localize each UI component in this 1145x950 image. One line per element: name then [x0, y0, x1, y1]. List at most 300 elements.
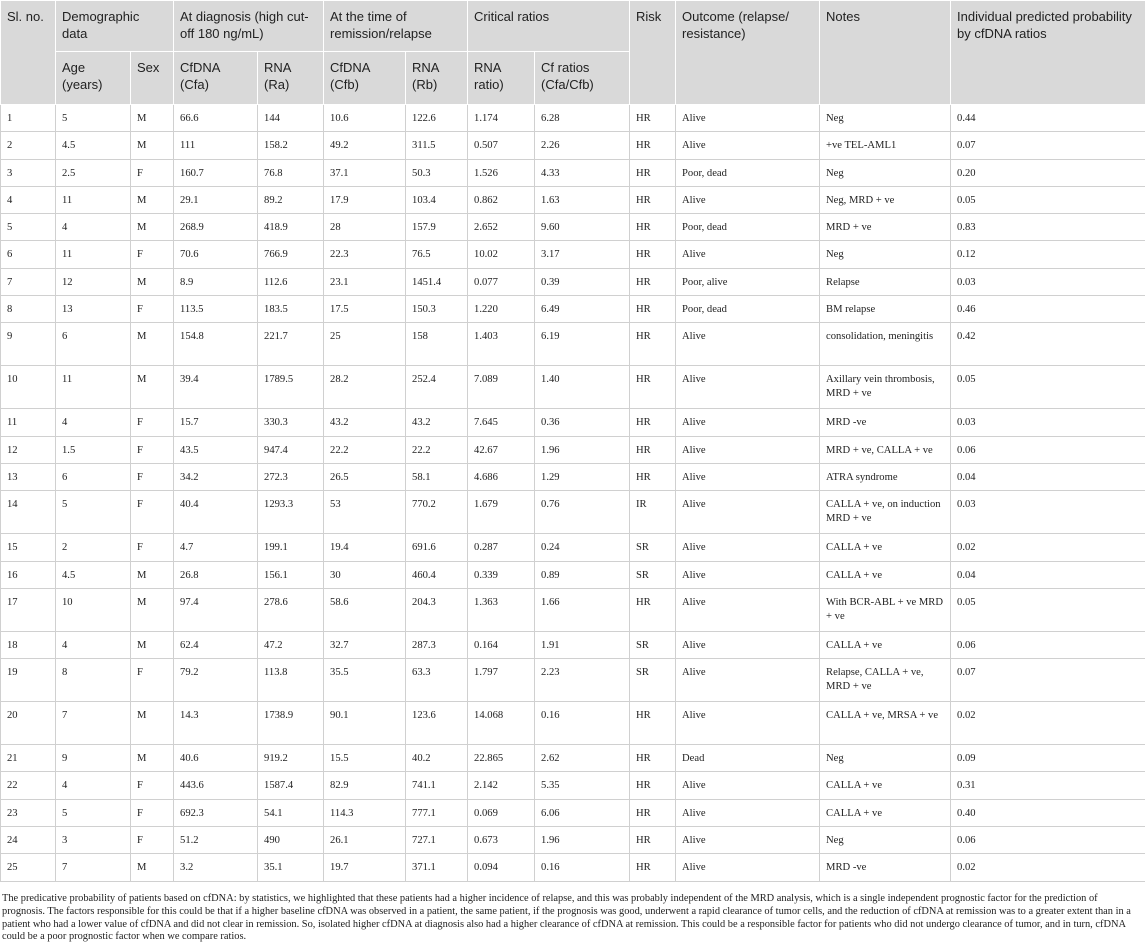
cell-cf-ratio: 1.40: [535, 366, 630, 409]
cell-rna-rb: 43.2: [406, 409, 468, 436]
cell-cf-ratio: 2.26: [535, 132, 630, 159]
header-risk: Risk: [630, 1, 676, 105]
header-rna-ra: RNA (Ra): [258, 52, 324, 105]
cell-notes: CALLA + ve, MRSA + ve: [820, 702, 951, 745]
cell-rna-ra: 199.1: [258, 534, 324, 561]
header-probability: Individual predicted probability by cfDNA ratios: [951, 1, 1145, 105]
cell-rna-rb: 691.6: [406, 534, 468, 561]
cell-cf-ratio: 1.29: [535, 463, 630, 490]
cell-rna-rb: 150.3: [406, 296, 468, 323]
cell-rna-rb: 777.1: [406, 799, 468, 826]
header-critical-ratios: Critical ratios: [468, 1, 630, 52]
cell-risk: SR: [630, 631, 676, 658]
cell-rna-rb: 741.1: [406, 772, 468, 799]
cell-age: 11: [56, 366, 131, 409]
cell-rna-ra: 919.2: [258, 745, 324, 772]
table-row: [1, 702, 1145, 745]
cell-sl-no: 14: [1, 491, 56, 534]
header-cf-ratios: Cf ratios (Cfa/Cfb): [535, 52, 630, 105]
table-row: [1, 854, 1145, 881]
cell-cfdna-cfa: 62.4: [174, 631, 258, 658]
cell-probability: 0.83: [951, 214, 1145, 241]
cell-sex: M: [131, 631, 174, 658]
cell-sex: M: [131, 854, 174, 881]
cell-cf-ratio: 6.28: [535, 105, 630, 132]
cell-risk: HR: [630, 702, 676, 745]
cell-cfdna-cfa: 154.8: [174, 323, 258, 366]
table-row: [1, 534, 1145, 561]
cell-sex: M: [131, 132, 174, 159]
cell-sl-no: 6: [1, 241, 56, 268]
table-row: [1, 241, 1145, 268]
cell-rna-rb: 122.6: [406, 105, 468, 132]
cell-outcome: Dead: [676, 745, 820, 772]
cell-age: 6: [56, 323, 131, 366]
cell-outcome: Alive: [676, 105, 820, 132]
cell-sex: F: [131, 827, 174, 854]
cell-notes: CALLA + ve: [820, 534, 951, 561]
cell-rna-ratio: 42.67: [468, 436, 535, 463]
cell-cfdna-cfa: 4.7: [174, 534, 258, 561]
cell-sex: F: [131, 241, 174, 268]
cell-rna-ratio: 1.403: [468, 323, 535, 366]
cell-rna-rb: 287.3: [406, 631, 468, 658]
cell-rna-ra: 1738.9: [258, 702, 324, 745]
cell-cfdna-cfb: 35.5: [324, 659, 406, 702]
cell-rna-rb: 76.5: [406, 241, 468, 268]
cell-outcome: Alive: [676, 588, 820, 631]
cell-rna-ratio: 0.339: [468, 561, 535, 588]
cell-sl-no: 16: [1, 561, 56, 588]
cell-age: 7: [56, 702, 131, 745]
cell-sl-no: 12: [1, 436, 56, 463]
cell-cfdna-cfa: 26.8: [174, 561, 258, 588]
cell-notes: Neg: [820, 105, 951, 132]
table-row: [1, 491, 1145, 534]
cell-cfdna-cfb: 23.1: [324, 268, 406, 295]
cell-outcome: Alive: [676, 491, 820, 534]
cell-cfdna-cfa: 14.3: [174, 702, 258, 745]
cell-probability: 0.05: [951, 366, 1145, 409]
cell-cf-ratio: 5.35: [535, 772, 630, 799]
cell-probability: 0.07: [951, 132, 1145, 159]
cell-risk: SR: [630, 534, 676, 561]
cell-rna-ratio: 1.526: [468, 159, 535, 186]
cell-risk: HR: [630, 772, 676, 799]
cell-outcome: Alive: [676, 186, 820, 213]
cell-cfdna-cfa: 66.6: [174, 105, 258, 132]
cell-cf-ratio: 3.17: [535, 241, 630, 268]
cell-sex: F: [131, 436, 174, 463]
cell-rna-ratio: 0.507: [468, 132, 535, 159]
cell-cf-ratio: 0.36: [535, 409, 630, 436]
table-row: [1, 268, 1145, 295]
table-row: [1, 323, 1145, 366]
cell-rna-ratio: 0.069: [468, 799, 535, 826]
cell-cfdna-cfa: 40.4: [174, 491, 258, 534]
cell-age: 2.5: [56, 159, 131, 186]
cell-risk: HR: [630, 436, 676, 463]
cell-outcome: Alive: [676, 409, 820, 436]
cell-age: 5: [56, 105, 131, 132]
cell-cfdna-cfb: 37.1: [324, 159, 406, 186]
cell-sl-no: 17: [1, 588, 56, 631]
header-rna-rb: RNA (Rb): [406, 52, 468, 105]
cell-probability: 0.05: [951, 186, 1145, 213]
table-row: [1, 745, 1145, 772]
cell-cfdna-cfa: 3.2: [174, 854, 258, 881]
cell-risk: HR: [630, 241, 676, 268]
cell-cfdna-cfb: 25: [324, 323, 406, 366]
cell-sl-no: 9: [1, 323, 56, 366]
cell-sex: M: [131, 268, 174, 295]
cell-cfdna-cfa: 692.3: [174, 799, 258, 826]
cell-age: 4: [56, 409, 131, 436]
cell-age: 13: [56, 296, 131, 323]
cell-probability: 0.03: [951, 491, 1145, 534]
cell-outcome: Alive: [676, 241, 820, 268]
table-row: [1, 159, 1145, 186]
cell-cfdna-cfb: 19.4: [324, 534, 406, 561]
cell-sl-no: 4: [1, 186, 56, 213]
cell-risk: IR: [630, 491, 676, 534]
cell-sex: F: [131, 799, 174, 826]
cell-cf-ratio: 6.06: [535, 799, 630, 826]
cell-risk: HR: [630, 214, 676, 241]
cell-cfdna-cfa: 70.6: [174, 241, 258, 268]
cell-rna-ra: 418.9: [258, 214, 324, 241]
cell-cf-ratio: 0.16: [535, 854, 630, 881]
table-row: [1, 409, 1145, 436]
cell-outcome: Alive: [676, 702, 820, 745]
cell-rna-rb: 727.1: [406, 827, 468, 854]
cell-cfdna-cfb: 53: [324, 491, 406, 534]
cell-cfdna-cfa: 113.5: [174, 296, 258, 323]
table-row: [1, 631, 1145, 658]
table-row: [1, 186, 1145, 213]
cell-rna-rb: 252.4: [406, 366, 468, 409]
cell-outcome: Poor, alive: [676, 268, 820, 295]
cell-cfdna-cfb: 32.7: [324, 631, 406, 658]
cell-rna-ratio: 1.363: [468, 588, 535, 631]
cell-cfdna-cfa: 51.2: [174, 827, 258, 854]
table-row: [1, 366, 1145, 409]
cell-sl-no: 23: [1, 799, 56, 826]
table-row: [1, 561, 1145, 588]
cell-notes: MRD -ve: [820, 409, 951, 436]
header-sex: Sex: [131, 52, 174, 105]
table-row: [1, 772, 1145, 799]
cell-age: 2: [56, 534, 131, 561]
cell-age: 7: [56, 854, 131, 881]
header-rna-ratio: RNA ratio): [468, 52, 535, 105]
cell-notes: CALLA + ve: [820, 772, 951, 799]
cell-rna-rb: 40.2: [406, 745, 468, 772]
cell-rna-ra: 330.3: [258, 409, 324, 436]
cell-sex: M: [131, 702, 174, 745]
cell-outcome: Alive: [676, 799, 820, 826]
cell-risk: HR: [630, 854, 676, 881]
cell-sl-no: 13: [1, 463, 56, 490]
cell-notes: MRD + ve, CALLA + ve: [820, 436, 951, 463]
cell-cf-ratio: 1.63: [535, 186, 630, 213]
cell-rna-ra: 490: [258, 827, 324, 854]
cell-notes: ATRA syndrome: [820, 463, 951, 490]
cell-cfdna-cfa: 40.6: [174, 745, 258, 772]
cell-sl-no: 11: [1, 409, 56, 436]
cell-outcome: Alive: [676, 323, 820, 366]
cell-rna-ra: 1293.3: [258, 491, 324, 534]
cell-cfdna-cfb: 30: [324, 561, 406, 588]
cell-notes: Neg, MRD + ve: [820, 186, 951, 213]
cell-rna-ratio: 0.287: [468, 534, 535, 561]
cell-risk: HR: [630, 132, 676, 159]
cell-probability: 0.02: [951, 702, 1145, 745]
table-row: [1, 463, 1145, 490]
cell-notes: Neg: [820, 241, 951, 268]
cell-sex: F: [131, 296, 174, 323]
cell-age: 4: [56, 772, 131, 799]
cell-rna-ra: 183.5: [258, 296, 324, 323]
cell-cfdna-cfa: 43.5: [174, 436, 258, 463]
cell-age: 4: [56, 631, 131, 658]
cell-probability: 0.05: [951, 588, 1145, 631]
header-age: Age (years): [56, 52, 131, 105]
cell-rna-ra: 766.9: [258, 241, 324, 268]
cell-rna-ra: 1587.4: [258, 772, 324, 799]
cell-outcome: Poor, dead: [676, 296, 820, 323]
cell-sl-no: 5: [1, 214, 56, 241]
cell-rna-ratio: 22.865: [468, 745, 535, 772]
cell-outcome: Alive: [676, 854, 820, 881]
cell-notes: Neg: [820, 827, 951, 854]
cell-sl-no: 7: [1, 268, 56, 295]
cell-rna-ra: 54.1: [258, 799, 324, 826]
cell-cfdna-cfa: 15.7: [174, 409, 258, 436]
cell-cfdna-cfb: 17.5: [324, 296, 406, 323]
header-outcome: Outcome (relapse/ resistance): [676, 1, 820, 105]
cell-rna-ratio: 0.077: [468, 268, 535, 295]
cell-rna-rb: 158: [406, 323, 468, 366]
cell-cfdna-cfb: 82.9: [324, 772, 406, 799]
cell-outcome: Alive: [676, 659, 820, 702]
cell-sl-no: 19: [1, 659, 56, 702]
cell-outcome: Poor, dead: [676, 159, 820, 186]
cell-probability: 0.09: [951, 745, 1145, 772]
cell-outcome: Alive: [676, 631, 820, 658]
cell-cfdna-cfa: 34.2: [174, 463, 258, 490]
cell-outcome: Alive: [676, 772, 820, 799]
cell-notes: BM relapse: [820, 296, 951, 323]
cell-rna-ratio: 14.068: [468, 702, 535, 745]
cell-probability: 0.31: [951, 772, 1145, 799]
cell-rna-rb: 1451.4: [406, 268, 468, 295]
cell-sex: M: [131, 745, 174, 772]
cell-age: 9: [56, 745, 131, 772]
cell-rna-ra: 278.6: [258, 588, 324, 631]
cell-cfdna-cfa: 443.6: [174, 772, 258, 799]
cell-cfdna-cfb: 58.6: [324, 588, 406, 631]
cell-notes: CALLA + ve: [820, 561, 951, 588]
cell-rna-ra: 35.1: [258, 854, 324, 881]
cell-sex: F: [131, 491, 174, 534]
cell-age: 4.5: [56, 132, 131, 159]
cell-rna-ra: 1789.5: [258, 366, 324, 409]
cell-risk: HR: [630, 588, 676, 631]
cell-rna-ra: 113.8: [258, 659, 324, 702]
header-cfdna-cfa: CfDNA (Cfa): [174, 52, 258, 105]
cell-rna-ra: 272.3: [258, 463, 324, 490]
cell-rna-ra: 76.8: [258, 159, 324, 186]
cell-outcome: Alive: [676, 561, 820, 588]
cell-rna-ratio: 2.142: [468, 772, 535, 799]
cell-notes: +ve TEL-AML1: [820, 132, 951, 159]
cell-risk: HR: [630, 323, 676, 366]
table-row: [1, 659, 1145, 702]
cell-rna-ratio: 1.220: [468, 296, 535, 323]
cell-age: 11: [56, 186, 131, 213]
cell-rna-ra: 89.2: [258, 186, 324, 213]
cell-outcome: Alive: [676, 463, 820, 490]
cell-rna-rb: 63.3: [406, 659, 468, 702]
cell-probability: 0.07: [951, 659, 1145, 702]
table-row: [1, 799, 1145, 826]
cell-probability: 0.42: [951, 323, 1145, 366]
cell-cfdna-cfa: 268.9: [174, 214, 258, 241]
table-footnote: The predicative probability of patients based on cfDNA: by statistics, we highlighted that these patients had a higher incidence of relapse, and this was probably independent of the MRD analysis, which is a single independent prognostic factor for the prediction of prognosis. The factors responsible for this could be that if a higher baseline cfDNA was observed in a patient, the same patient, if the prognosis was good, underwent a rapid clearance of tumor cells, and the reduction of cfDNA at remission was to a greater extent than in a patient who had a lower value of cfDNA and did not clear in remission. So, isolated higher cfDNA at diagnosis also had a higher clearance of cfDNA at remission. This could be a responsible factor for patients who did not undergo clearance of tumor, and in turn, cfDNA could be a poor prognostic factor when we compare ratios.: [2, 893, 1131, 943]
cell-risk: HR: [630, 186, 676, 213]
cell-notes: MRD -ve: [820, 854, 951, 881]
cell-outcome: Alive: [676, 534, 820, 561]
cell-rna-ratio: 7.645: [468, 409, 535, 436]
table-row: [1, 588, 1145, 631]
cell-outcome: Poor, dead: [676, 214, 820, 241]
header-sl-no: Sl. no.: [1, 1, 56, 105]
cell-age: 8: [56, 659, 131, 702]
table-row: [1, 105, 1145, 132]
cell-risk: HR: [630, 745, 676, 772]
cell-risk: HR: [630, 799, 676, 826]
cell-age: 11: [56, 241, 131, 268]
cell-cf-ratio: 1.91: [535, 631, 630, 658]
cell-age: 5: [56, 799, 131, 826]
cell-risk: SR: [630, 561, 676, 588]
cell-cf-ratio: 2.23: [535, 659, 630, 702]
cell-rna-ratio: 1.679: [468, 491, 535, 534]
cell-notes: CALLA + ve: [820, 799, 951, 826]
cell-rna-ratio: 1.797: [468, 659, 535, 702]
cell-cfdna-cfa: 111: [174, 132, 258, 159]
cell-cf-ratio: 9.60: [535, 214, 630, 241]
cell-cfdna-cfb: 49.2: [324, 132, 406, 159]
cell-sex: F: [131, 659, 174, 702]
cell-rna-ra: 221.7: [258, 323, 324, 366]
cell-rna-ra: 112.6: [258, 268, 324, 295]
cell-notes: Neg: [820, 159, 951, 186]
cell-sex: F: [131, 772, 174, 799]
cell-age: 5: [56, 491, 131, 534]
cell-cfdna-cfb: 22.3: [324, 241, 406, 268]
cell-rna-rb: 311.5: [406, 132, 468, 159]
cell-sl-no: 10: [1, 366, 56, 409]
cell-rna-rb: 123.6: [406, 702, 468, 745]
cell-outcome: Alive: [676, 366, 820, 409]
cell-age: 10: [56, 588, 131, 631]
cell-sex: M: [131, 323, 174, 366]
cell-sex: F: [131, 534, 174, 561]
cell-rna-rb: 460.4: [406, 561, 468, 588]
cell-rna-ra: 47.2: [258, 631, 324, 658]
cell-probability: 0.03: [951, 268, 1145, 295]
cell-sex: M: [131, 366, 174, 409]
header-at-remission: At the time of remission/relapse: [324, 1, 468, 52]
cell-rna-ratio: 1.174: [468, 105, 535, 132]
cell-probability: 0.02: [951, 534, 1145, 561]
cell-probability: 0.44: [951, 105, 1145, 132]
cell-cfdna-cfb: 22.2: [324, 436, 406, 463]
table-row: [1, 214, 1145, 241]
cell-age: 1.5: [56, 436, 131, 463]
cell-cfdna-cfb: 28: [324, 214, 406, 241]
cell-cfdna-cfb: 43.2: [324, 409, 406, 436]
cell-sex: M: [131, 105, 174, 132]
cell-probability: 0.40: [951, 799, 1145, 826]
cell-cfdna-cfa: 29.1: [174, 186, 258, 213]
cell-cf-ratio: 1.66: [535, 588, 630, 631]
cell-sl-no: 18: [1, 631, 56, 658]
cell-rna-ratio: 4.686: [468, 463, 535, 490]
cell-rna-rb: 204.3: [406, 588, 468, 631]
cell-notes: Relapse: [820, 268, 951, 295]
cell-cf-ratio: 6.19: [535, 323, 630, 366]
cell-sl-no: 24: [1, 827, 56, 854]
cell-risk: HR: [630, 366, 676, 409]
cell-rna-rb: 58.1: [406, 463, 468, 490]
cell-notes: With BCR-ABL + ve MRD + ve: [820, 588, 951, 631]
cell-cfdna-cfb: 10.6: [324, 105, 406, 132]
cell-cf-ratio: 0.39: [535, 268, 630, 295]
cell-cfdna-cfa: 79.2: [174, 659, 258, 702]
cell-probability: 0.06: [951, 827, 1145, 854]
cell-cfdna-cfa: 97.4: [174, 588, 258, 631]
cell-risk: HR: [630, 463, 676, 490]
cell-cfdna-cfb: 90.1: [324, 702, 406, 745]
cell-probability: 0.12: [951, 241, 1145, 268]
cell-cfdna-cfb: 114.3: [324, 799, 406, 826]
cell-rna-ra: 156.1: [258, 561, 324, 588]
cell-notes: Neg: [820, 745, 951, 772]
cell-cfdna-cfb: 26.5: [324, 463, 406, 490]
cell-risk: HR: [630, 105, 676, 132]
cell-probability: 0.02: [951, 854, 1145, 881]
cell-outcome: Alive: [676, 436, 820, 463]
cell-sex: M: [131, 561, 174, 588]
cell-rna-ra: 947.4: [258, 436, 324, 463]
cell-probability: 0.46: [951, 296, 1145, 323]
header-cfdna-cfb: CfDNA (Cfb): [324, 52, 406, 105]
cell-notes: consolidation, meningitis: [820, 323, 951, 366]
cell-sl-no: 25: [1, 854, 56, 881]
cell-cf-ratio: 0.24: [535, 534, 630, 561]
cell-rna-rb: 770.2: [406, 491, 468, 534]
cell-notes: MRD + ve: [820, 214, 951, 241]
cell-sl-no: 3: [1, 159, 56, 186]
cell-probability: 0.04: [951, 561, 1145, 588]
cell-cfdna-cfb: 26.1: [324, 827, 406, 854]
cell-notes: Relapse, CALLA + ve, MRD + ve: [820, 659, 951, 702]
cell-cfdna-cfb: 28.2: [324, 366, 406, 409]
cell-probability: 0.03: [951, 409, 1145, 436]
